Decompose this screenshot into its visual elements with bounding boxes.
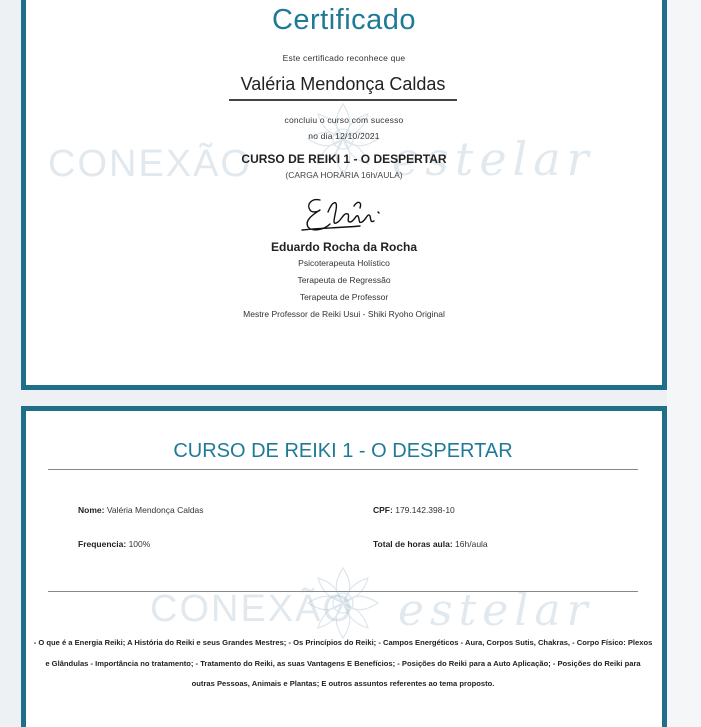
total-hours-label: Total de horas aula: xyxy=(373,539,453,549)
frequency-label: Frequencia: xyxy=(78,539,127,549)
watermark-word-estelar: estelar xyxy=(398,585,594,636)
watermark-word-conexao: CONEXÃO xyxy=(48,143,253,185)
signer-role: Terapeuta de Professor xyxy=(299,292,389,302)
cpf-label: CPF: xyxy=(373,505,393,515)
name-field xyxy=(78,505,204,515)
signer-role: Terapeuta de Regressão xyxy=(297,275,391,285)
frequency-field xyxy=(78,539,150,549)
name-value: Valéria Mendonça Caldas xyxy=(106,505,204,515)
certificate-title: Certificado xyxy=(271,4,417,36)
signer-name: Eduardo Rocha da Rocha xyxy=(270,240,418,254)
certificate-intro: Este certificado reconhece que xyxy=(282,53,406,63)
completion-date: no dia 12/10/2021 xyxy=(308,131,380,141)
section-divider xyxy=(48,591,638,592)
course-workload: (CARGA HORÁRIA 16h/AULA) xyxy=(285,170,403,180)
frequency-value: 100% xyxy=(128,539,151,549)
course-syllabus: - O que é a Energia Reiki; A História do Reiki e seus Grandes Mestres; - Os Princípios do Reiki; - Campos Energéticos - Aura, Corpos Sutis, Chakras, - Corpo Físico: Plexos e Glândulas - Importância no tratamento; - Tratamento do Reiki, as suas Vantagens E Benefícios; - Posições do Reiki para a Auto Aplicação; - Posições do Reiki para outras Pessoas, Animais e Plantas; E outros assuntos referentes ao tema proposto. xyxy=(33,638,653,688)
total-hours-value: 16h/aula xyxy=(455,539,488,549)
total-hours-field xyxy=(373,539,488,549)
watermark-word-conexao: CONEXÃO xyxy=(150,588,355,630)
name-label: Nome: xyxy=(78,505,105,515)
cpf-field xyxy=(373,505,455,515)
course-details-heading: CURSO DE REIKI 1 - O DESPERTAR xyxy=(48,440,638,470)
handwritten-signature xyxy=(298,192,390,236)
page-margin xyxy=(667,0,701,727)
completion-line: concluiu o curso com sucesso xyxy=(284,115,404,125)
course-title: CURSO DE REIKI 1 - O DESPERTAR xyxy=(241,152,447,166)
signer-role: Psicoterapeuta Holístico xyxy=(298,258,390,268)
watermark-word-estelar: estelar xyxy=(392,132,595,186)
cpf-value: 179.142.398-10 xyxy=(395,505,455,515)
signer-role: Mestre Professor de Reiki Usui - Shiki Ryoho Original xyxy=(243,309,445,319)
recipient-name: Valéria Mendonça Caldas xyxy=(229,74,457,101)
